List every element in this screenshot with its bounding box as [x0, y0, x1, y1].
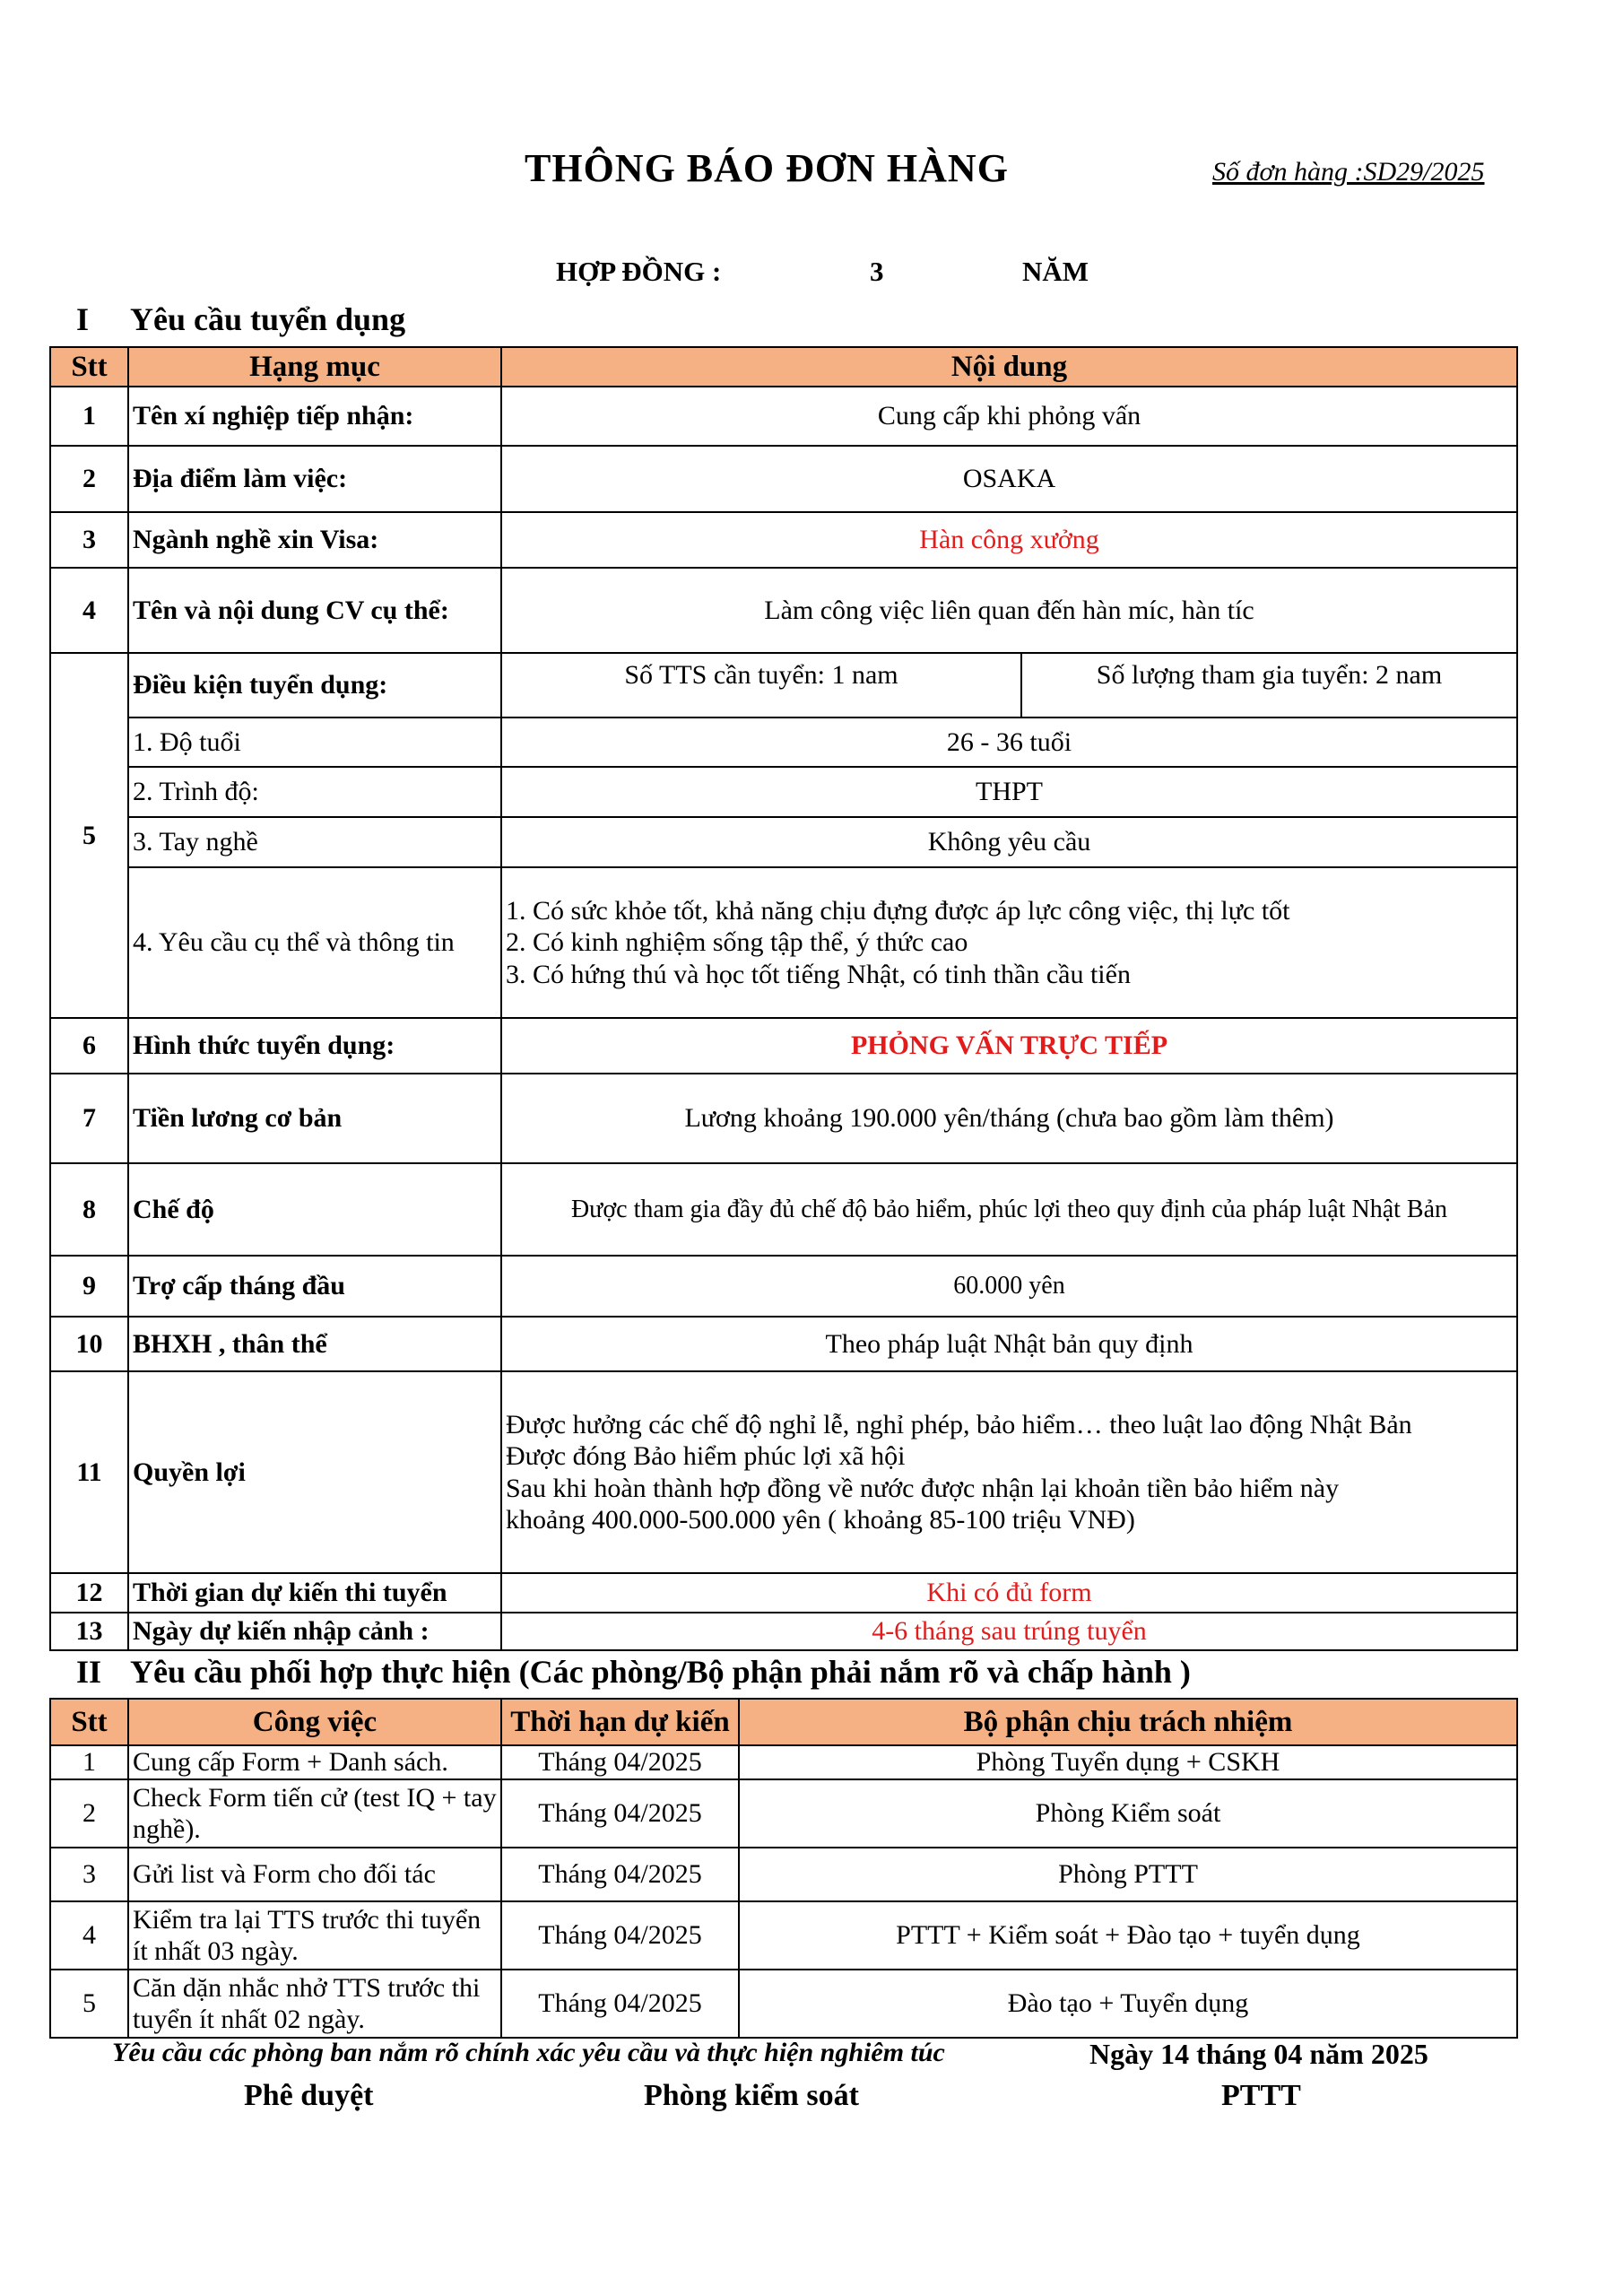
row-task: Cung cấp Form + Danh sách. [128, 1745, 501, 1779]
section1-title: Yêu cầu tuyển dụng [130, 301, 406, 337]
row-content: Cung cấp khi phỏng vấn [501, 387, 1517, 446]
table-row [50, 1018, 1517, 1074]
table-row [50, 1317, 1517, 1371]
age-value: 26 - 36 tuổi [501, 718, 1517, 767]
row-content: Làm công việc liên quan đến hàn míc, hàn tíc [501, 568, 1517, 653]
row-item: BHXH , thân thể [128, 1317, 501, 1371]
table-row [50, 387, 1517, 446]
document-title: THÔNG BÁO ĐƠN HÀNG [525, 146, 1009, 190]
table-row [50, 1779, 1517, 1848]
order-number: Số đơn hàng :SD29/2025 [1212, 157, 1485, 187]
row-stt: 12 [50, 1573, 128, 1613]
row-stt: 6 [50, 1018, 128, 1074]
requirement-line: 3. Có hứng thú và học tốt tiếng Nhật, có tinh thần cầu tiến [506, 959, 1131, 989]
signature-control: Phòng kiểm soát [644, 2079, 859, 2112]
row-item: Tên và nội dung CV cụ thể: [128, 568, 501, 653]
table-row [50, 1848, 1517, 1901]
row-content: 60.000 yên [501, 1256, 1517, 1317]
row-item: Tiền lương cơ bản [128, 1074, 501, 1163]
col-header-item: Hạng mục [128, 347, 501, 387]
footer-note: Yêu cầu các phòng ban nắm rõ chính xác yêu cầu và thực hiện nghiêm túc [112, 2038, 945, 2067]
table-row [50, 1074, 1517, 1163]
section1-number: I [76, 301, 90, 337]
requirement-line: 1. Có sức khỏe tốt, khả năng chịu đựng được áp lực công việc, thị lực tốt [506, 895, 1290, 926]
requirements-content [501, 867, 1517, 1018]
table-row [50, 767, 1517, 817]
row-stt: 10 [50, 1317, 128, 1371]
signature-pttt: PTTT [1221, 2079, 1301, 2112]
row-stt: 4 [50, 1901, 128, 1970]
contract-label: HỢP ĐỒNG : [556, 256, 722, 287]
col-header-content: Nội dung [501, 347, 1517, 387]
row-task: Kiểm tra lại TTS trước thi tuyển ít nhất 03 ngày. [128, 1901, 501, 1970]
table-row [50, 1163, 1517, 1256]
row-content: PHỎNG VẤN TRỰC TIẾP [501, 1018, 1517, 1074]
signature-approve: Phê duyệt [244, 2079, 374, 2112]
table-row [50, 1613, 1517, 1650]
row-task: Căn dặn nhắc nhở TTS trước thi tuyển ít nhất 02 ngày. [128, 1970, 501, 2038]
row-stt: 1 [50, 387, 128, 446]
row-deadline: Tháng 04/2025 [501, 1848, 739, 1901]
row-content: Lương khoảng 190.000 yên/tháng (chưa bao gồm làm thêm) [501, 1074, 1517, 1163]
row-deadline: Tháng 04/2025 [501, 1970, 739, 2038]
table-row [50, 1573, 1517, 1613]
footer-date: Ngày 14 tháng 04 năm 2025 [1089, 2038, 1428, 2070]
col-header-task: Công việc [128, 1699, 501, 1745]
row-task: Gửi list và Form cho đối tác [128, 1848, 501, 1901]
benefit-line: Sau khi hoàn thành hợp đồng về nước được nhận lại khoản tiền bảo hiểm này [506, 1473, 1340, 1503]
table-row [50, 1371, 1517, 1573]
requirement-line: 2. Có kinh nghiệm sống tập thể, ý thức cao [506, 927, 968, 958]
row-content: Hàn công xưởng [501, 512, 1517, 568]
row-item: Ngày dự kiến nhập cảnh : [128, 1613, 501, 1650]
row-deadline: Tháng 04/2025 [501, 1779, 739, 1848]
table-row [50, 653, 1517, 718]
row-stt: 1 [50, 1745, 128, 1779]
table-header-row [50, 1699, 1517, 1745]
contract-unit: NĂM [1022, 256, 1089, 287]
row-stt: 4 [50, 568, 128, 653]
row-item: Điều kiện tuyển dụng: [128, 653, 501, 718]
row-dept: Phòng Kiểm soát [739, 1779, 1517, 1848]
table-row [50, 446, 1517, 512]
table-row [50, 1256, 1517, 1317]
row-stt: 5 [50, 653, 128, 1018]
row-deadline: Tháng 04/2025 [501, 1745, 739, 1779]
row-stt: 11 [50, 1371, 128, 1573]
row-stt: 5 [50, 1970, 128, 2038]
row-item: Địa điểm làm việc: [128, 446, 501, 512]
skill-value: Không yêu cầu [501, 817, 1517, 867]
row-task: Check Form tiến cử (test IQ + tay nghề). [128, 1779, 501, 1848]
age-label: 1. Độ tuổi [128, 718, 501, 767]
row-item: Hình thức tuyển dụng: [128, 1018, 501, 1074]
row-item: Thời gian dự kiến thi tuyển [128, 1573, 501, 1613]
row-content: OSAKA [501, 446, 1517, 512]
row-stt: 3 [50, 1848, 128, 1901]
row-item: Ngành nghề xin Visa: [128, 512, 501, 568]
row-stt: 2 [50, 1779, 128, 1848]
section2-title: Yêu cầu phối hợp thực hiện (Các phòng/Bộ phận phải nắm rõ và chấp hành ) [130, 1654, 1191, 1690]
row-stt: 9 [50, 1256, 128, 1317]
section2-number: II [76, 1654, 102, 1690]
table-row [50, 718, 1517, 767]
row-item: Quyền lợi [128, 1371, 501, 1573]
table-row [50, 1970, 1517, 2038]
row-item: Trợ cấp tháng đầu [128, 1256, 501, 1317]
row-item: Chế độ [128, 1163, 501, 1256]
education-label: 2. Trình độ: [128, 767, 501, 817]
education-value: THPT [501, 767, 1517, 817]
row-dept: Phòng Tuyển dụng + CSKH [739, 1745, 1517, 1779]
row-content: Theo pháp luật Nhật bản quy định [501, 1317, 1517, 1371]
row-dept: Phòng PTTT [739, 1848, 1517, 1901]
coordination-table [49, 1698, 1518, 2039]
col-header-stt: Stt [50, 1699, 128, 1745]
row-content: 4-6 tháng sau trúng tuyển [501, 1613, 1517, 1650]
col-header-stt: Stt [50, 347, 128, 387]
row-stt: 2 [50, 446, 128, 512]
col-header-dept: Bộ phận chịu trách nhiệm [739, 1699, 1517, 1745]
benefit-line: Được hưởng các chế độ nghỉ lễ, nghỉ phép, bảo hiểm… theo luật lao động Nhật Bản [506, 1409, 1412, 1439]
benefits-content [501, 1371, 1517, 1573]
row-content: Khi có đủ form [501, 1573, 1517, 1613]
table-row [50, 568, 1517, 653]
row-stt: 13 [50, 1613, 128, 1650]
row-stt: 3 [50, 512, 128, 568]
row-dept: PTTT + Kiểm soát + Đào tạo + tuyển dụng [739, 1901, 1517, 1970]
table-row [50, 1901, 1517, 1970]
row-item: Tên xí nghiệp tiếp nhận: [128, 387, 501, 446]
row-dept: Đào tạo + Tuyển dụng [739, 1970, 1517, 2038]
table-row [50, 817, 1517, 867]
benefit-line: Được đóng Bảo hiểm phúc lợi xã hội [506, 1441, 906, 1472]
row-content: Được tham gia đầy đủ chế độ bảo hiểm, phúc lợi theo quy định của pháp luật Nhật Bản [501, 1163, 1517, 1256]
participants-count: Số lượng tham gia tuyển: 2 nam [1021, 653, 1517, 718]
trainees-needed: Số TTS cần tuyển: 1 nam [501, 653, 1021, 718]
table-row [50, 1745, 1517, 1779]
table-row [50, 867, 1517, 1018]
benefit-line: khoảng 400.000-500.000 yên ( khoảng 85-100 triệu VNĐ) [506, 1504, 1135, 1535]
table-row [50, 512, 1517, 568]
row-stt: 7 [50, 1074, 128, 1163]
skill-label: 3. Tay nghề [128, 817, 501, 867]
row-stt: 8 [50, 1163, 128, 1256]
row-deadline: Tháng 04/2025 [501, 1901, 739, 1970]
table-header-row [50, 347, 1517, 387]
contract-value: 3 [870, 256, 884, 287]
requirements-label: 4. Yêu cầu cụ thể và thông tin [128, 867, 501, 1018]
col-header-deadline: Thời hạn dự kiến [501, 1699, 739, 1745]
recruitment-requirements-table [49, 346, 1518, 1651]
